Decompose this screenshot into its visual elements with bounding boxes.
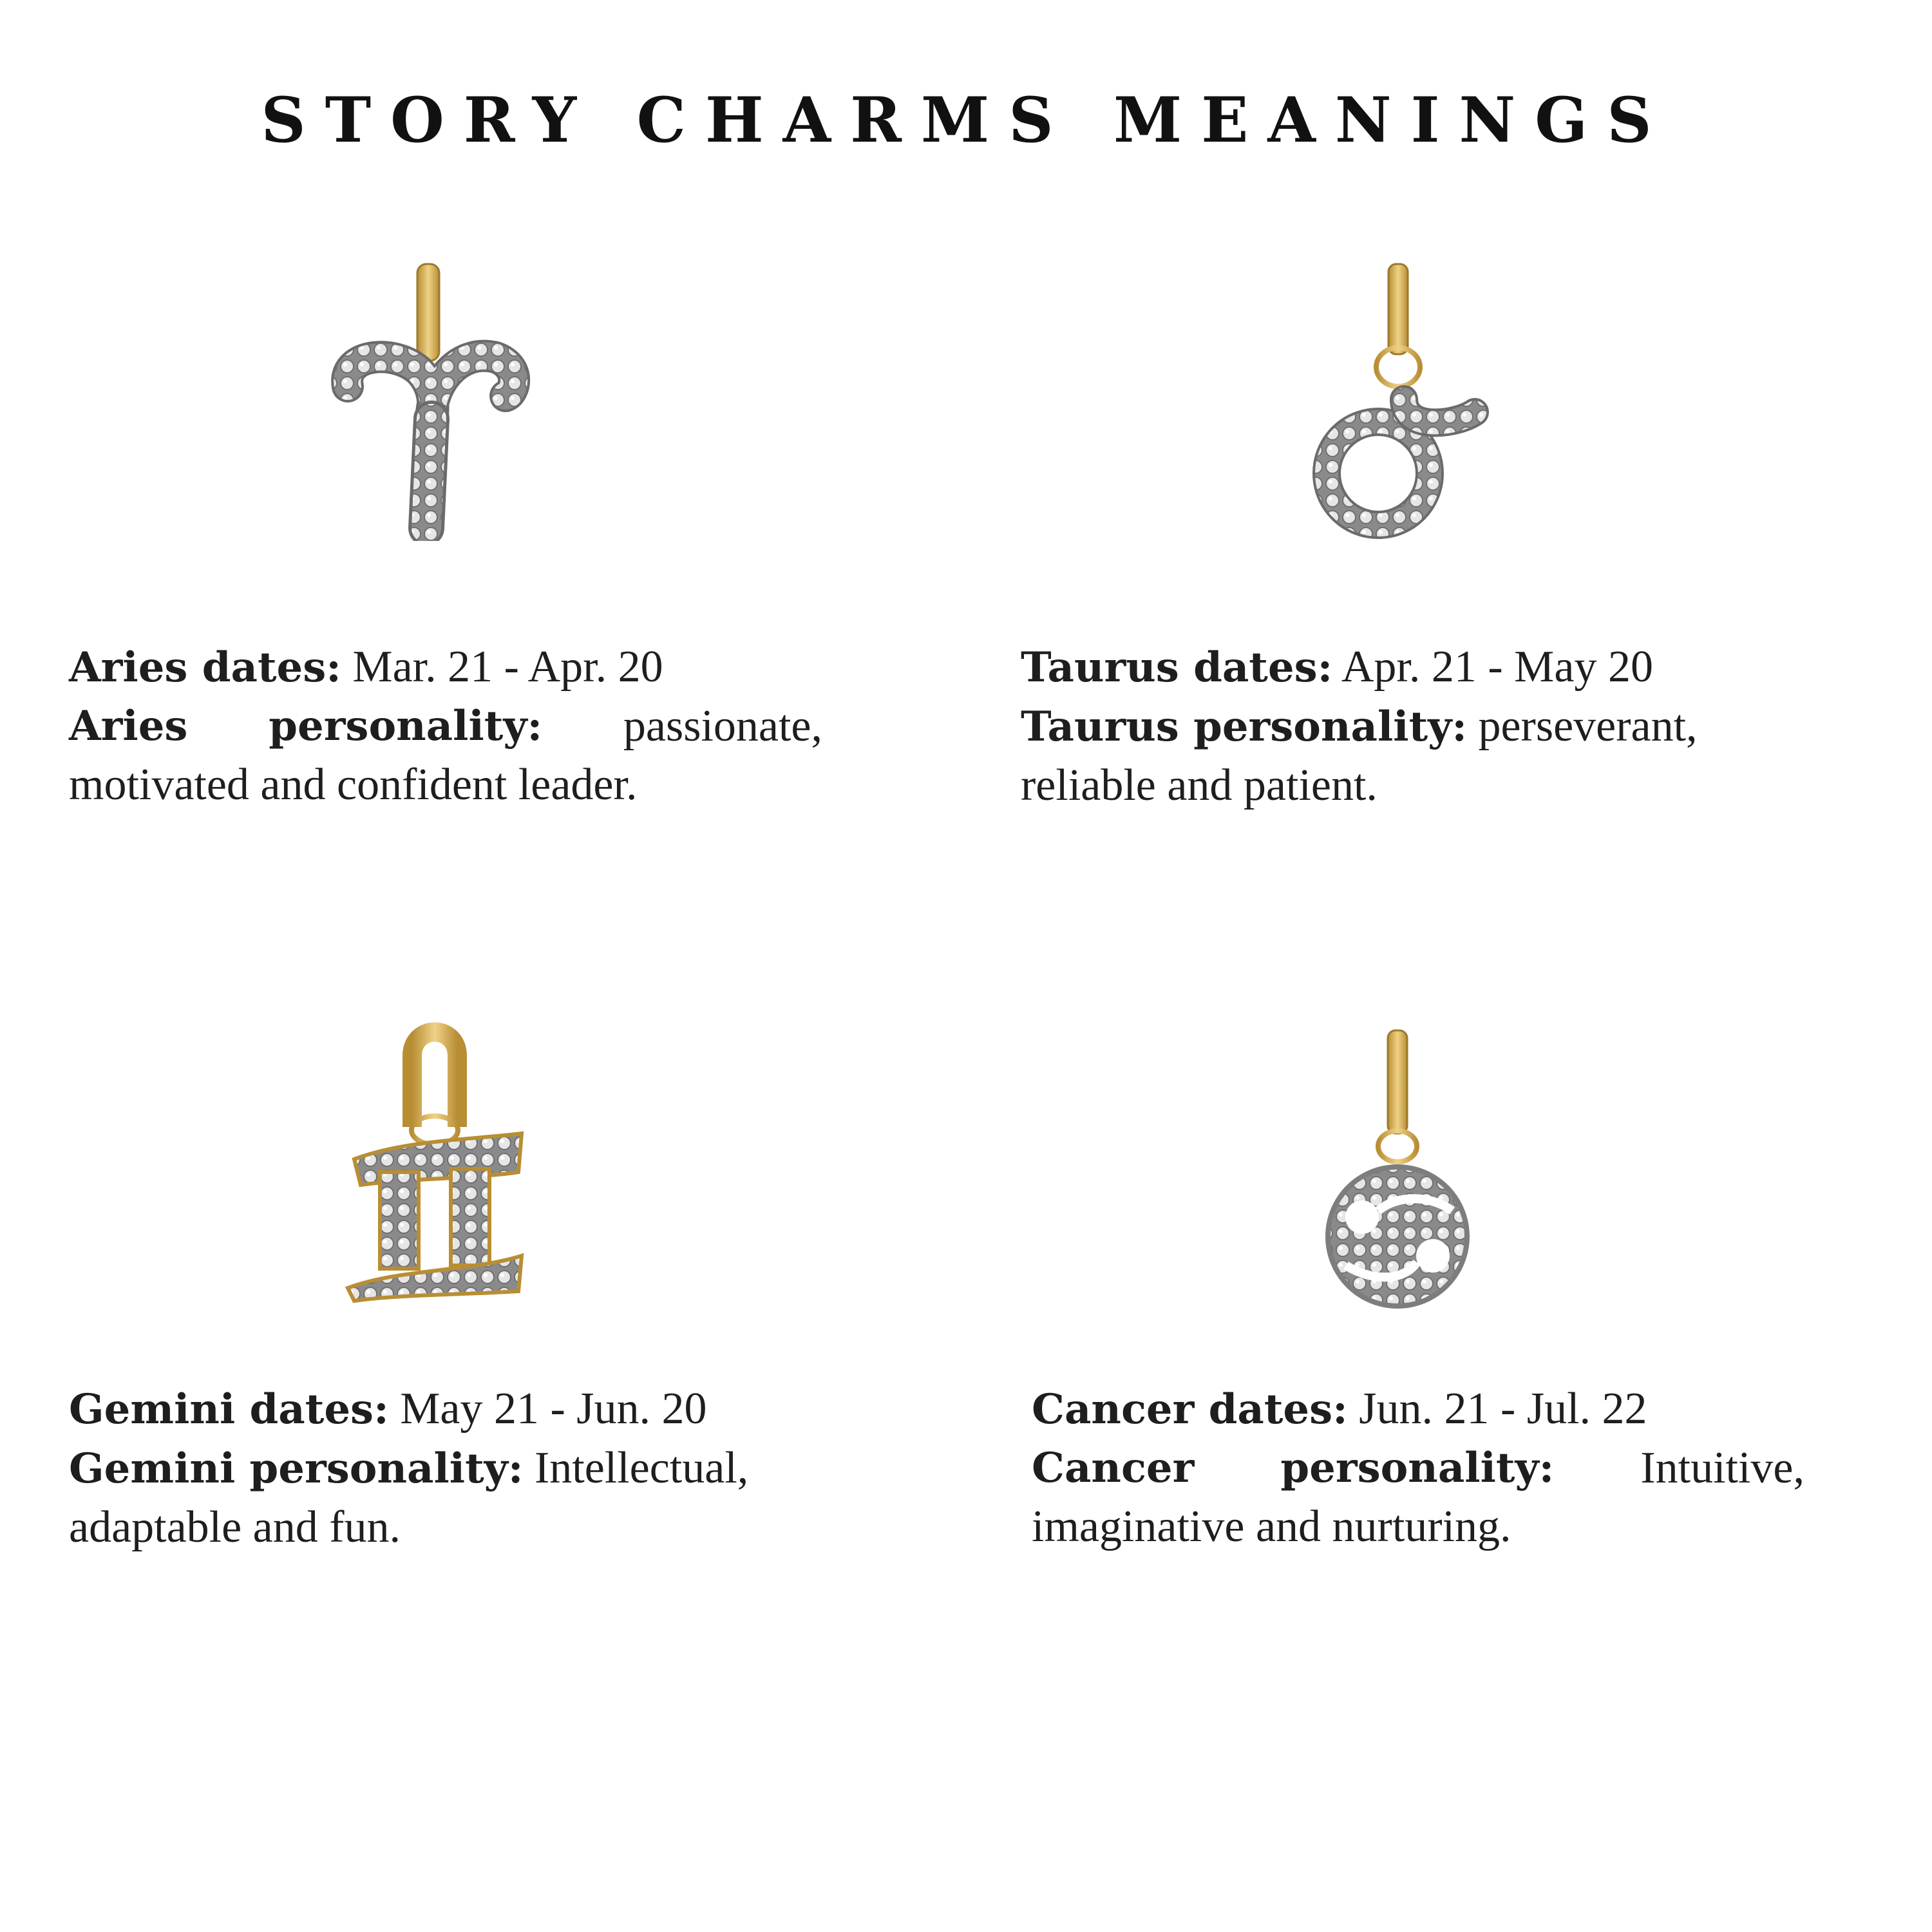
- taurus-dates-label: Taurus dates:: [1021, 643, 1333, 692]
- cancer-personality-text-2: imaginative and nurturing.: [1032, 1502, 1511, 1551]
- aries-description: [69, 638, 822, 814]
- gemini-personality-text-1: Intellectual,: [534, 1443, 749, 1493]
- cancer-charm-icon: [1301, 1024, 1494, 1314]
- cancer-dates-line: [1032, 1379, 1804, 1439]
- taurus-personality-text-1: perseverant,: [1478, 701, 1698, 751]
- gemini-charm-icon: [328, 1018, 541, 1307]
- aries-personality-text-2: motivated and confident leader.: [69, 760, 638, 810]
- aries-personality-text-1: passionate,: [623, 701, 822, 751]
- gemini-dates: May 21 - Jun. 20: [400, 1384, 707, 1434]
- taurus-charm-icon: [1307, 258, 1501, 541]
- aries-personality-label-1: Aries: [69, 702, 188, 750]
- cancer-personality-line: [1032, 1439, 1804, 1497]
- page-title: STORY CHARMS MEANINGS: [261, 84, 1671, 156]
- gemini-personality-line: [69, 1439, 855, 1498]
- aries-dates-line: [69, 638, 822, 697]
- cancer-personality-label-2: personality:: [1280, 1444, 1555, 1492]
- cancer-personality-label-1: Cancer: [1032, 1444, 1195, 1492]
- taurus-description: [1021, 638, 1806, 815]
- cancer-dates: Jun. 21 - Jul. 22: [1359, 1384, 1647, 1434]
- gemini-description: [69, 1379, 855, 1557]
- cancer-description: [1032, 1379, 1804, 1556]
- aries-personality-label-2: personality:: [269, 702, 543, 750]
- taurus-personality-line: [1021, 697, 1806, 756]
- gemini-dates-label: Gemini dates:: [69, 1385, 389, 1434]
- taurus-personality-text-2: reliable and patient.: [1021, 761, 1378, 810]
- aries-personality-line: [69, 697, 822, 755]
- taurus-personality-label: Taurus personality:: [1021, 703, 1467, 751]
- gemini-personality-text-2: adaptable and fun.: [69, 1502, 401, 1552]
- cancer-dates-label: Cancer dates:: [1032, 1385, 1348, 1434]
- gemini-dates-line: [69, 1379, 855, 1439]
- taurus-dates-line: [1021, 638, 1806, 697]
- aries-charm-icon: [322, 258, 541, 541]
- aries-dates: Mar. 21 - Apr. 20: [352, 642, 663, 692]
- gemini-personality-label: Gemini personality:: [69, 1444, 524, 1493]
- taurus-dates: Apr. 21 - May 20: [1341, 642, 1653, 692]
- aries-dates-label: Aries dates:: [69, 643, 341, 692]
- cancer-personality-text-1: Intuitive,: [1640, 1443, 1804, 1493]
